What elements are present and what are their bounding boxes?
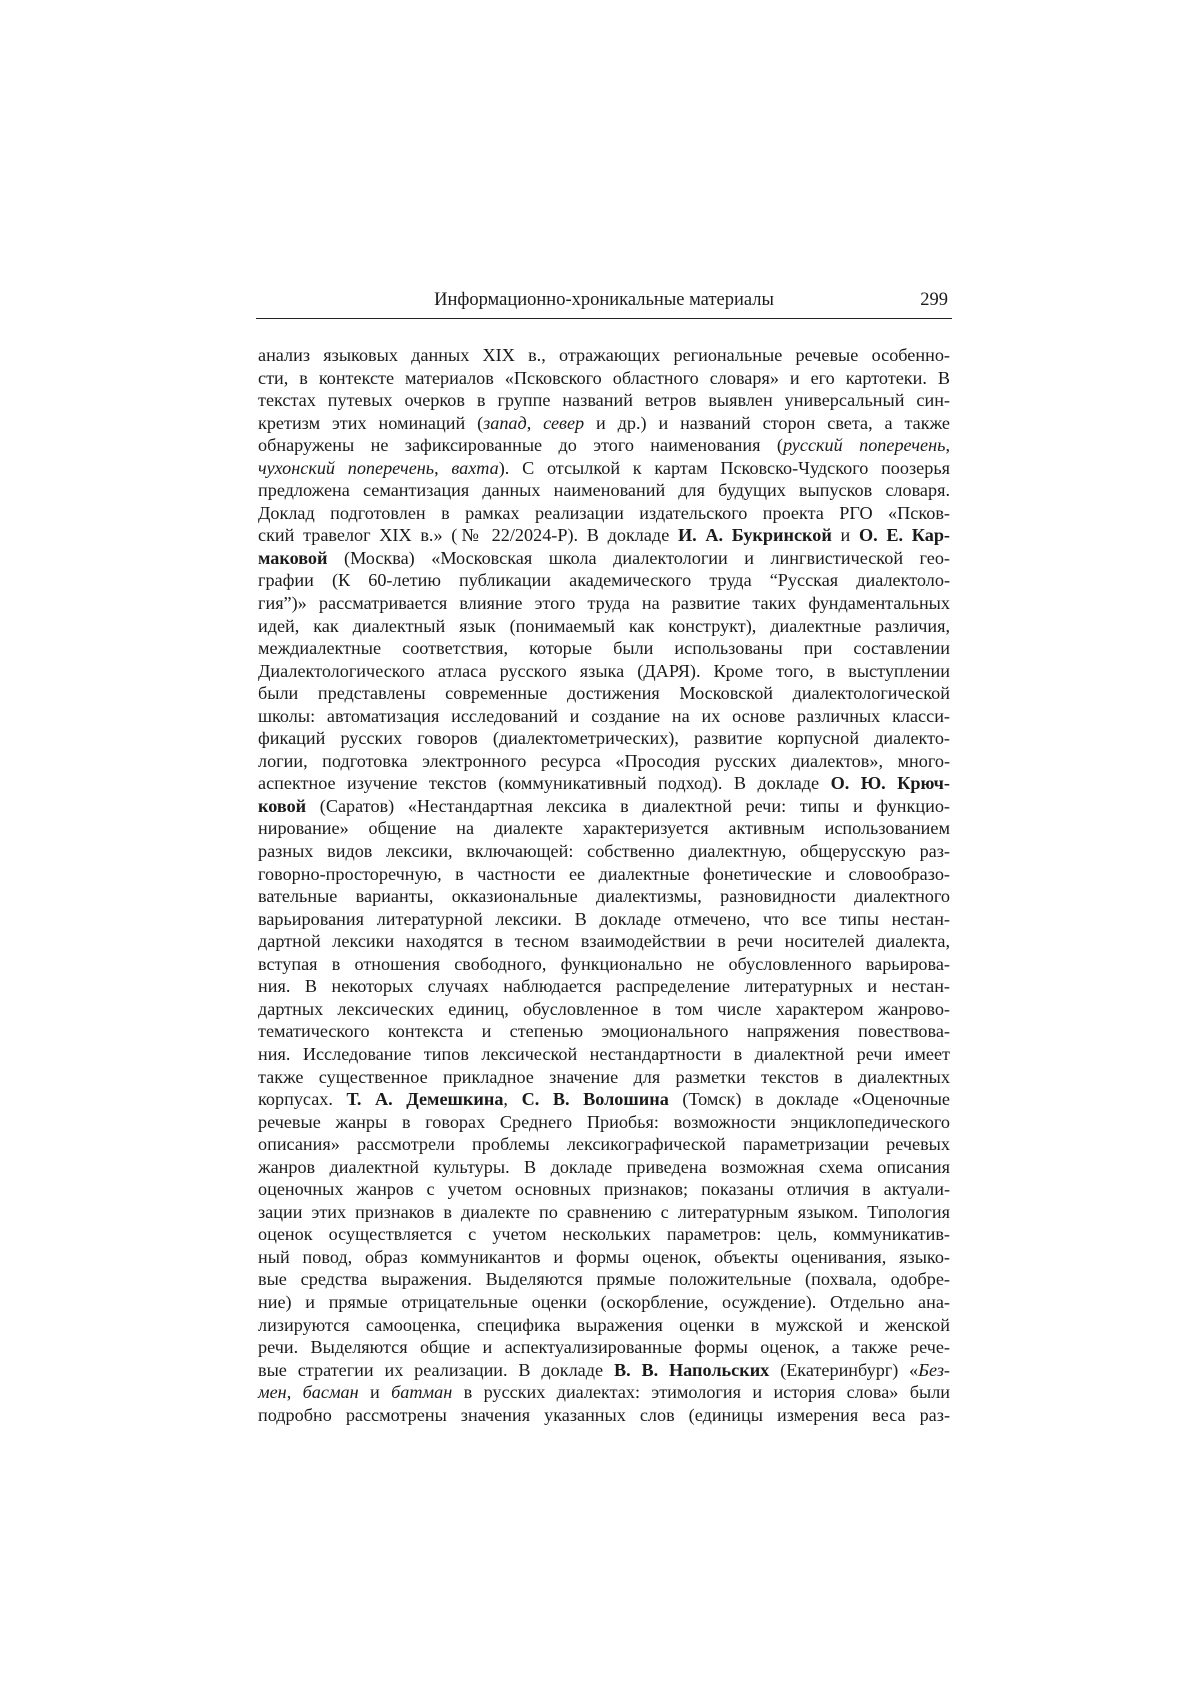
text-line [258, 953, 950, 976]
text-line [258, 615, 950, 638]
text-segment: лизируются самооценка, специфика выражения оценки в мужской и женской [258, 1314, 950, 1335]
text-line [258, 750, 950, 773]
running-header [256, 288, 952, 319]
text-segment: ние) и прямые отрицательные оценки (оскорбление, осуждение). Отдельно ана- [258, 1291, 950, 1312]
text-line [258, 1066, 950, 1089]
author-name: О. Е. Кар- [859, 525, 950, 546]
author-name: Т. А. Демешкина [346, 1089, 504, 1110]
text-line [258, 1088, 950, 1111]
text-segment: Диалектологического атласа русского языка (ДАРЯ). Кроме того, в выступлении [258, 660, 950, 681]
text-line [258, 660, 950, 683]
body-text [258, 344, 950, 1426]
text-line [258, 1156, 950, 1179]
text-segment: речи. Выделяются общие и аспектуализированные формы оценок, а также рече- [258, 1337, 950, 1358]
text-segment: говорно-просторечную, в частности ее диалектные фонетические и словообразо- [258, 863, 950, 884]
italic-term: вахта [451, 457, 499, 478]
author-name: О. Ю. Крюч- [830, 773, 950, 794]
running-title: Информационно-хроникальные материалы [434, 290, 774, 310]
text-segment: вступая в отношения свободного, функционально не обусловленного варьирова- [258, 953, 950, 974]
text-line [258, 1336, 950, 1359]
text-segment: корпусах. [258, 1089, 347, 1110]
text-segment: были представлены современные достижения Московской диалектологической [258, 683, 950, 704]
text-segment: также существенное прикладное значение для разметки текстов в диалектных [258, 1066, 950, 1087]
text-segment: вательные варианты, окказиональные диалектизмы, разновидности диалектного [258, 886, 950, 907]
author-name: И. А. Букринской [677, 525, 832, 546]
text-line [258, 998, 950, 1021]
text-segment: графии (К 60-летию публикации академического труда “Русская диалектоло- [258, 570, 950, 591]
text-line [258, 547, 950, 570]
text-line [258, 1291, 950, 1314]
text-line [258, 344, 950, 367]
text-line [258, 1359, 950, 1382]
text-line [258, 569, 950, 592]
text-line [258, 885, 950, 908]
italic-term: басман [302, 1382, 359, 1403]
text-segment: (Москва) «Московская школа диалектологии и лингвистической гео- [327, 547, 950, 568]
text-line [258, 705, 950, 728]
text-segment: в русских диалектах: этимология и история слова» были [452, 1382, 951, 1403]
text-line [258, 412, 950, 435]
text-line [258, 592, 950, 615]
text-segment: , [286, 1382, 303, 1403]
text-line [258, 502, 950, 525]
text-segment: школы: автоматизация исследований и создание на их основе различных класси- [258, 705, 950, 726]
text-segment: логии, подготовка электронного ресурса «Просодия русских диалектов», много- [258, 750, 950, 771]
text-line [258, 389, 950, 412]
text-segment: фикаций русских говоров (диалектометрических), развитие корпусной диалекто- [258, 728, 950, 749]
text-line [258, 1268, 950, 1291]
text-segment: междиалектные соответствия, которые были использованы при составлении [258, 638, 950, 659]
text-line [258, 795, 950, 818]
text-segment: речевые жанры в говорах Среднего Приобья: возможности энциклопедического [258, 1111, 950, 1132]
text-segment: и [358, 1382, 392, 1403]
text-segment: , [945, 435, 950, 456]
text-segment: (Саратов) «Нестандартная лексика в диалектной речи: типы и функцио- [306, 795, 950, 816]
italic-term: Без- [918, 1359, 950, 1380]
italic-term: чухонский поперечень [258, 457, 435, 478]
text-line [258, 1223, 950, 1246]
text-segment: , [434, 457, 452, 478]
author-name: маковой [258, 547, 328, 568]
text-segment: идей, как диалектный язык (понимаемый как конструкт), диалектные различия, [258, 615, 950, 636]
text-segment: Доклад подготовлен в рамках реализации издательского проекта РГО «Псков- [258, 502, 950, 523]
text-segment: ния. В некоторых случаях наблюдается распределение литературных и нестан- [258, 976, 950, 997]
text-segment: сти, в контексте материалов «Псковского областного словаря» и его картотеки. В [258, 367, 950, 388]
text-segment: варьирования литературной лексики. В докладе отмечено, что все типы нестан- [258, 908, 950, 929]
text-line [258, 1314, 950, 1337]
text-segment: и др.) и названий сторон света, а также [584, 412, 950, 433]
text-segment: оценок осуществляется с учетом нескольких параметров: цель, коммуникатив- [258, 1224, 950, 1245]
text-line [258, 772, 950, 795]
text-line [258, 524, 950, 547]
text-segment: разных видов лексики, включающей: собственно диалектную, общерусскую раз- [258, 841, 950, 862]
text-segment: и [831, 525, 859, 546]
text-segment: гия”)» рассматривается влияние этого труда на развитие таких фундаментальных [258, 593, 950, 614]
text-segment: предложена семантизация данных наименований для будущих выпусков словаря. [258, 480, 950, 501]
text-segment: дартной лексики находятся в тесном взаимодействии в речи носителей диалекта, [258, 931, 950, 952]
text-line [258, 637, 950, 660]
text-segment: аспектное изучение текстов (коммуникативный подход). В докладе [258, 773, 831, 794]
text-line [258, 457, 950, 480]
text-line [258, 727, 950, 750]
text-segment: вые стратегии их реализации. В докладе [258, 1359, 614, 1380]
text-segment: нирование» общение на диалекте характеризуется активным использованием [258, 818, 950, 839]
text-segment: ский травелог XIX в.» (№ 22/2024-Р). В докладе [258, 525, 678, 546]
text-segment: жанров диалектной культуры. В докладе приведена возможная схема описания [258, 1156, 950, 1177]
text-segment: зации этих признаков в диалекте по сравнению с литературным языком. Типология [258, 1201, 950, 1222]
text-segment: вые средства выражения. Выделяются прямые положительные (похвала, одобре- [258, 1269, 950, 1290]
italic-term: мен [258, 1382, 287, 1403]
text-segment: , [503, 1089, 522, 1110]
text-segment: кретизм этих номинаций ( [258, 412, 484, 433]
text-line [258, 1201, 950, 1224]
text-line [258, 908, 950, 931]
text-segment: дартных лексических единиц, обусловленное в том числе характером жанрово- [258, 998, 950, 1019]
text-segment: подробно рассмотрены значения указанных слов (единицы измерения веса раз- [258, 1404, 950, 1425]
text-line [258, 1133, 950, 1156]
text-line [258, 1020, 950, 1043]
italic-term: север [543, 412, 585, 433]
text-line [258, 840, 950, 863]
author-name: В. В. Напольских [613, 1359, 770, 1380]
text-line [258, 367, 950, 390]
text-line [258, 1381, 950, 1404]
text-segment: оценочных жанров с учетом основных признаков; показаны отличия в актуали- [258, 1179, 950, 1200]
text-line [258, 1178, 950, 1201]
text-segment: анализ языковых данных XIX в., отражающих региональные речевые особенно- [258, 345, 950, 365]
text-line [258, 1404, 950, 1427]
text-segment: обнаружены не зафиксированные до этого наименования ( [258, 435, 783, 456]
italic-term: запад [483, 412, 527, 433]
text-line [258, 1111, 950, 1134]
text-segment: текстах путевых очерков в группе названий ветров выявлен универсальный син- [258, 390, 950, 411]
text-segment: ния. Исследование типов лексической нестандартности в диалектной речи имеет [258, 1043, 950, 1064]
text-line [258, 930, 950, 953]
text-segment: ). С отсылкой к картам Псковско-Чудского поозерья [498, 457, 951, 478]
text-line [258, 1246, 950, 1269]
text-segment: (Томск) в докладе «Оценочные [668, 1089, 950, 1110]
text-line [258, 1043, 950, 1066]
author-name: С. В. Волошина [521, 1089, 669, 1110]
page-number: 299 [920, 290, 948, 310]
italic-term: батман [391, 1382, 453, 1403]
text-segment: описания» рассмотрели проблемы лексикографической параметризации речевых [258, 1134, 950, 1155]
text-segment: тематического контекста и степенью эмоционального напряжения повествова- [258, 1021, 950, 1042]
text-line [258, 863, 950, 886]
text-segment: ный повод, образ коммуникантов и формы оценок, объекты оценивания, языко- [258, 1246, 950, 1267]
text-segment: , [526, 412, 544, 433]
text-line [258, 817, 950, 840]
text-segment: (Екатеринбург) « [769, 1359, 919, 1380]
text-line [258, 682, 950, 705]
italic-term: русский поперечень [782, 435, 946, 456]
author-name: ковой [258, 795, 307, 816]
text-line [258, 975, 950, 998]
text-line [258, 479, 950, 502]
text-line [258, 434, 950, 457]
